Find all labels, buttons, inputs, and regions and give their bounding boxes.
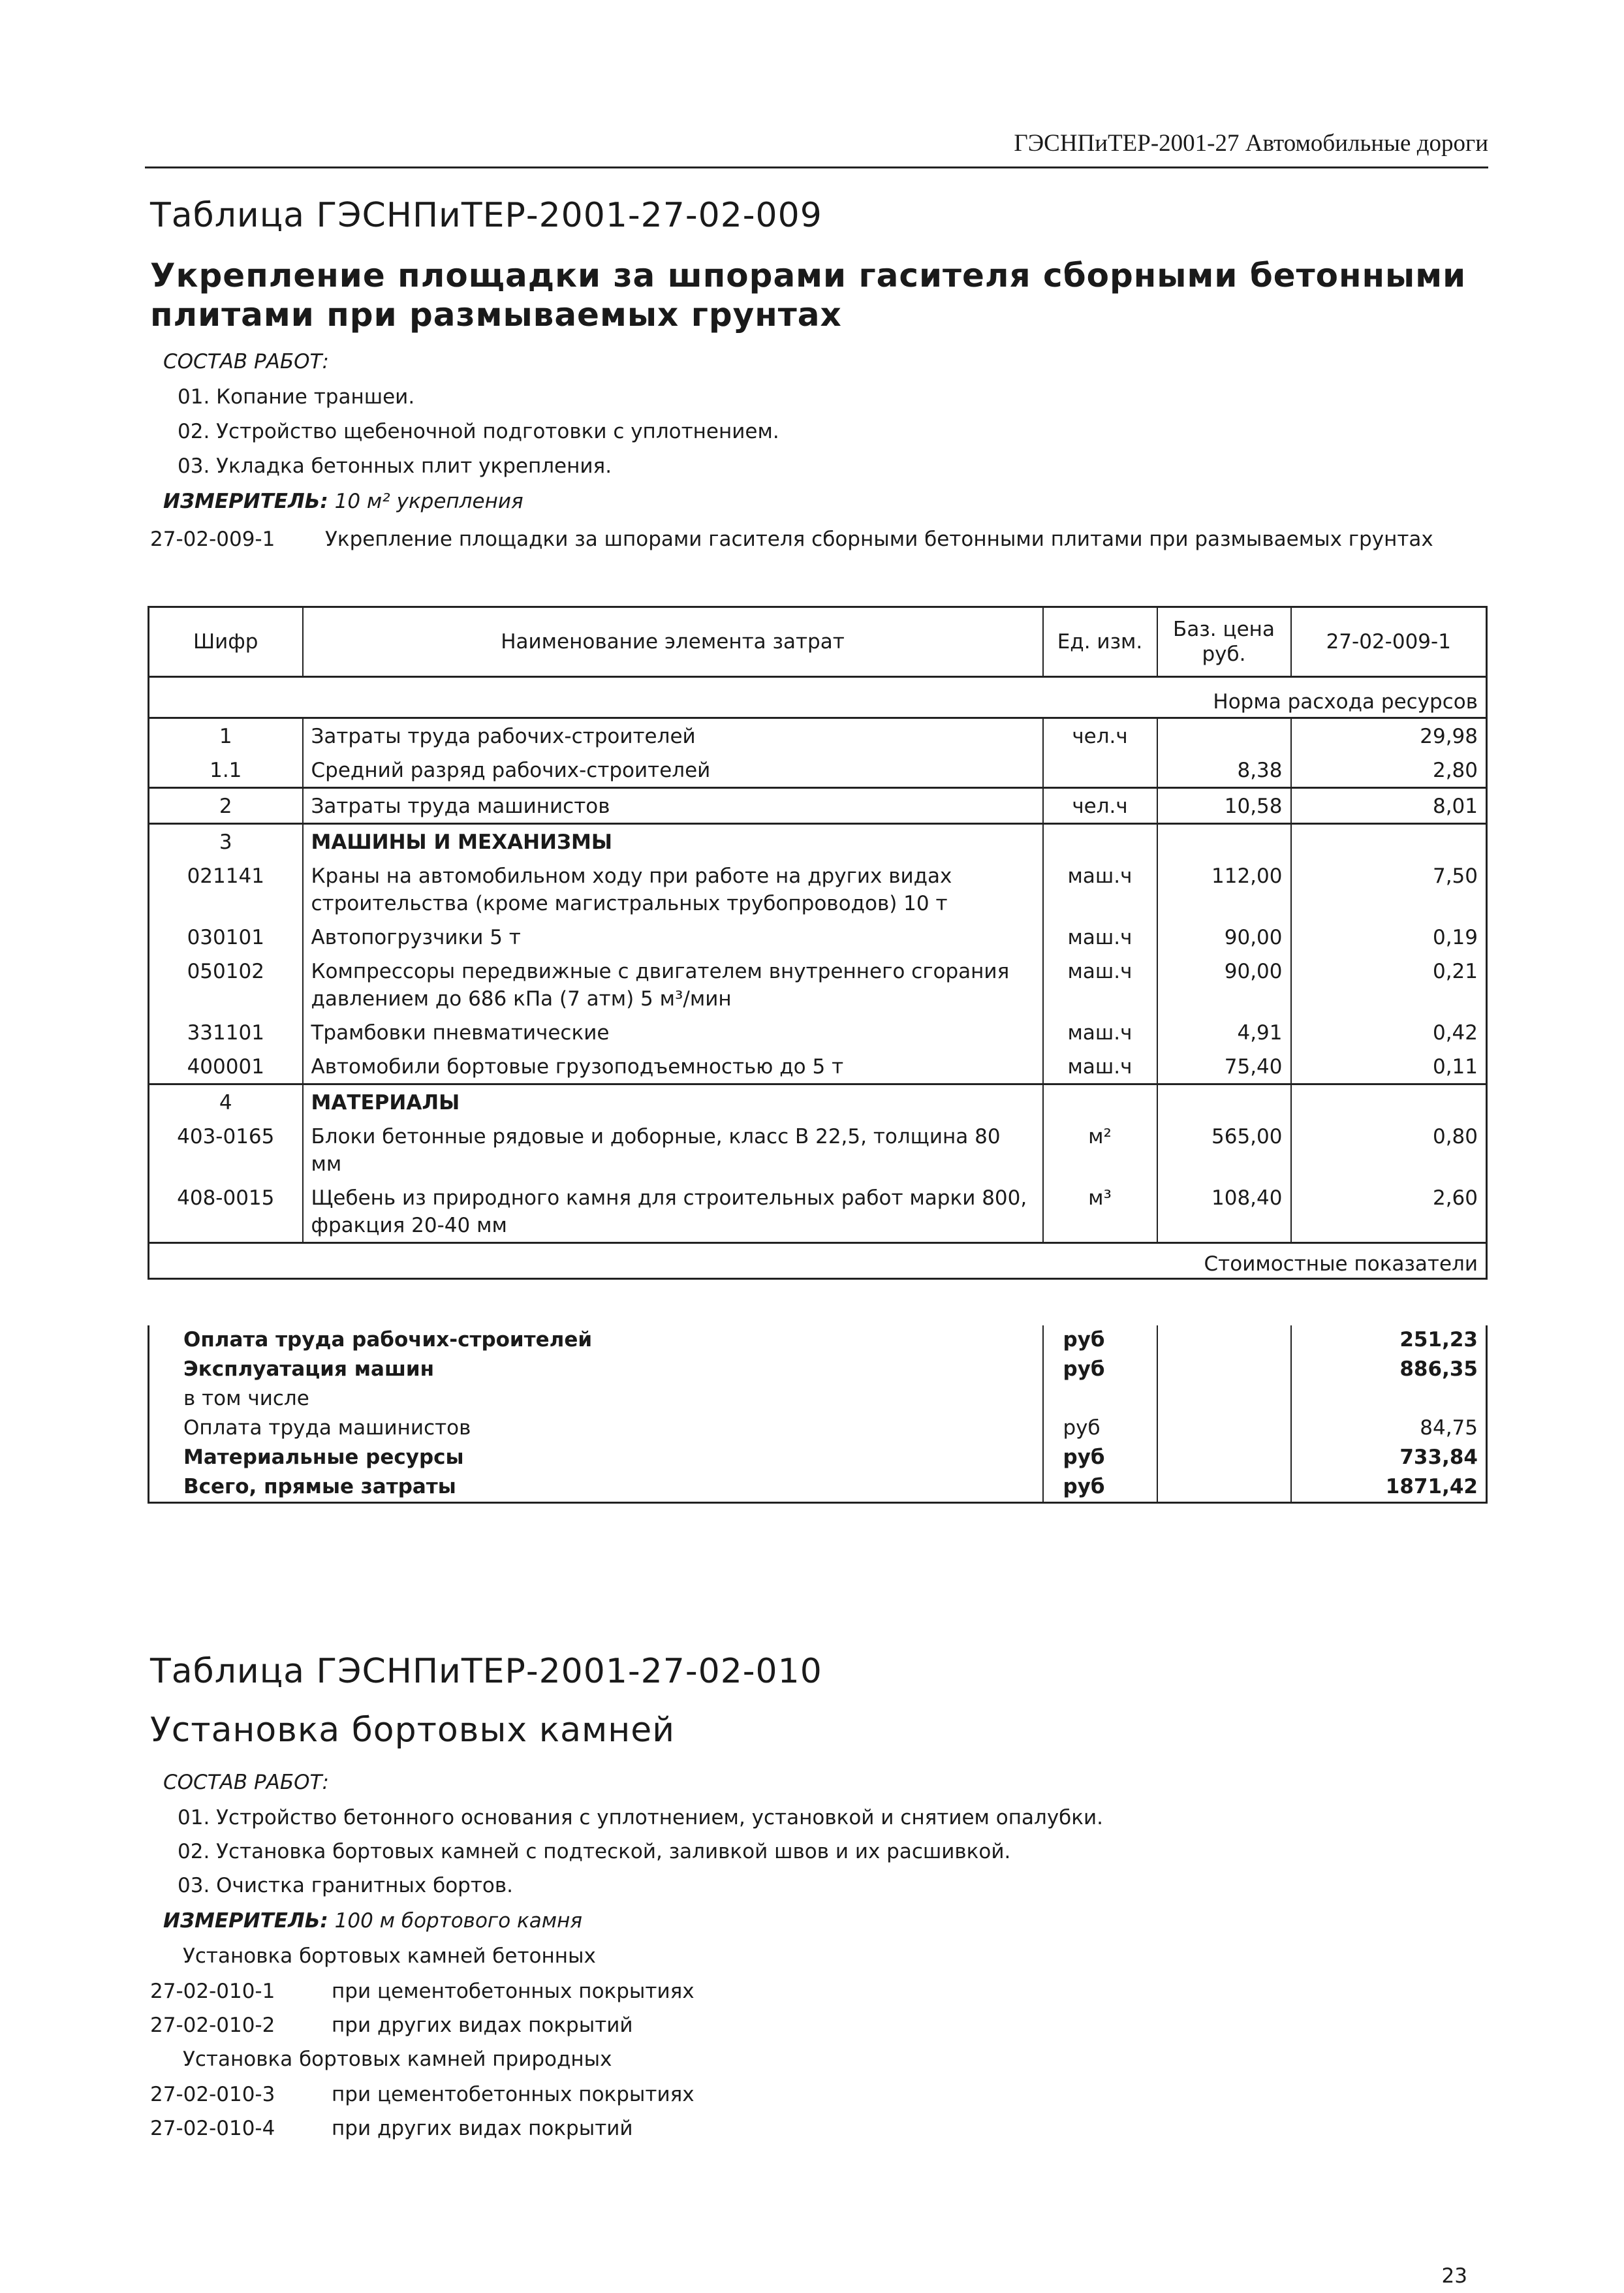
summary-value: 886,35 <box>1291 1355 1487 1384</box>
table2-group-1: Установка бортовых камней бетонных <box>183 1944 596 1968</box>
row-price <box>1157 1084 1291 1120</box>
summary-name: Оплата труда машинистов <box>149 1414 1043 1443</box>
summary-value: 733,84 <box>1291 1443 1487 1472</box>
header-name: Наименование элемента затрат <box>303 607 1043 677</box>
table-row <box>149 788 1487 824</box>
row-name: Щебень из природного камня для строительных работ марки 800, фракция 20-40 мм <box>303 1180 1043 1243</box>
table1-sostav-label: СОСТАВ РАБОТ: <box>163 350 329 373</box>
table1-item-code: 27-02-009-1 <box>150 528 275 551</box>
row-name: МАТЕРИАЛЫ <box>303 1084 1043 1120</box>
row-name: Автопогрузчики 5 т <box>303 920 1043 954</box>
summary-empty <box>1157 1414 1291 1443</box>
row-value: 0,80 <box>1291 1119 1487 1180</box>
table1-work-2: 02. Устройство щебеночной подготовки с уплотнением. <box>178 420 779 443</box>
row-unit: маш.ч <box>1043 920 1157 954</box>
summary-empty <box>1157 1384 1291 1414</box>
table-row <box>149 1049 1487 1084</box>
table-row <box>149 753 1487 788</box>
summary-value <box>1291 1384 1487 1414</box>
summary-row <box>149 1414 1487 1443</box>
summary-name: в том числе <box>149 1384 1043 1414</box>
table2-title: Таблица ГЭСНПиТЕР-2001-27-02-010 <box>150 1652 822 1691</box>
row-price <box>1157 718 1291 753</box>
table-row <box>149 920 1487 954</box>
summary-value: 251,23 <box>1291 1325 1487 1355</box>
summary-row <box>149 1472 1487 1503</box>
row-price: 10,58 <box>1157 788 1291 824</box>
summary-unit: руб <box>1043 1355 1157 1384</box>
page-number: 23 <box>1441 2264 1467 2288</box>
row-name: Средний разряд рабочих-строителей <box>303 753 1043 788</box>
table2-item3-desc: при цементобетонных покрытиях <box>332 2083 695 2106</box>
row-value: 8,01 <box>1291 788 1487 824</box>
row-code: 4 <box>149 1084 303 1120</box>
row-code: 021141 <box>149 859 303 920</box>
row-name: Затраты труда машинистов <box>303 788 1043 824</box>
norm-row <box>149 677 1487 718</box>
row-unit: чел.ч <box>1043 788 1157 824</box>
table2-item2-code: 27-02-010-2 <box>150 2014 275 2037</box>
row-value: 0,11 <box>1291 1049 1487 1084</box>
row-value: 2,60 <box>1291 1180 1487 1243</box>
row-unit: маш.ч <box>1043 859 1157 920</box>
table-row <box>149 859 1487 920</box>
row-price: 4,91 <box>1157 1015 1291 1049</box>
header-code: Шифр <box>149 607 303 677</box>
table2-measure-label: ИЗМЕРИТЕЛЬ: <box>163 1909 328 1933</box>
summary-unit: руб <box>1043 1472 1157 1503</box>
row-unit <box>1043 753 1157 788</box>
summary-unit: руб <box>1043 1325 1157 1355</box>
header-unit: Ед. изм. <box>1043 607 1157 677</box>
row-unit: м² <box>1043 1119 1157 1180</box>
table2-item4-desc: при других видах покрытий <box>332 2117 633 2140</box>
table1-measure-value: 10 м² укрепления <box>334 490 523 513</box>
summary-unit <box>1043 1384 1157 1414</box>
row-price <box>1157 824 1291 859</box>
row-code: 1 <box>149 718 303 753</box>
summary-name: Оплата труда рабочих-строителей <box>149 1325 1043 1355</box>
row-name: МАШИНЫ И МЕХАНИЗМЫ <box>303 824 1043 859</box>
row-unit: м³ <box>1043 1180 1157 1243</box>
table2-item4-code: 27-02-010-4 <box>150 2117 275 2140</box>
row-name: Компрессоры передвижные с двигателем внутреннего сгорания давлением до 686 кПа (7 атм) 5 м³/мин <box>303 954 1043 1015</box>
table1-item-desc: Укрепление площадки за шпорами гасителя сборными бетонными плитами при размываемых грунтах <box>325 528 1433 551</box>
summary-unit: руб <box>1043 1443 1157 1472</box>
row-name: Трамбовки пневматические <box>303 1015 1043 1049</box>
row-price: 75,40 <box>1157 1049 1291 1084</box>
row-code: 2 <box>149 788 303 824</box>
summary-row <box>149 1355 1487 1384</box>
header-rule <box>145 166 1488 168</box>
table2-measure <box>163 1909 582 1933</box>
summary-row <box>149 1384 1487 1414</box>
row-code: 3 <box>149 824 303 859</box>
table2-item1-desc: при цементобетонных покрытиях <box>332 1980 695 2003</box>
table2-work-3: 03. Очистка гранитных бортов. <box>178 1874 513 1897</box>
table-row <box>149 1180 1487 1243</box>
row-name: Затраты труда рабочих-строителей <box>303 718 1043 753</box>
row-value: 2,80 <box>1291 753 1487 788</box>
row-value <box>1291 1084 1487 1120</box>
summary-row <box>149 1325 1487 1355</box>
cost-label: Стоимостные показатели <box>149 1243 1487 1279</box>
row-value <box>1291 824 1487 859</box>
table1-measure <box>163 490 523 513</box>
table1-work-1: 01. Копание траншеи. <box>178 385 415 409</box>
header-col: 27-02-009-1 <box>1291 607 1487 677</box>
row-price: 90,00 <box>1157 920 1291 954</box>
summary-name: Всего, прямые затраты <box>149 1472 1043 1503</box>
row-value: 0,19 <box>1291 920 1487 954</box>
table2-work-1: 01. Устройство бетонного основания с уплотнением, установкой и снятием опалубки. <box>178 1806 1104 1829</box>
row-value: 7,50 <box>1291 859 1487 920</box>
table-header-row <box>149 607 1487 677</box>
row-price: 90,00 <box>1157 954 1291 1015</box>
table1-work-3: 03. Укладка бетонных плит укрепления. <box>178 454 612 478</box>
row-unit <box>1043 824 1157 859</box>
row-value: 0,42 <box>1291 1015 1487 1049</box>
row-code: 050102 <box>149 954 303 1015</box>
row-unit: чел.ч <box>1043 718 1157 753</box>
row-unit <box>1043 1084 1157 1120</box>
table-row <box>149 1015 1487 1049</box>
cost-row <box>149 1243 1487 1279</box>
row-price: 565,00 <box>1157 1119 1291 1180</box>
row-unit: маш.ч <box>1043 1049 1157 1084</box>
table2-item3-code: 27-02-010-3 <box>150 2083 275 2106</box>
table2-work-2: 02. Установка бортовых камней с подтеской, заливкой швов и их расшивкой. <box>178 1840 1011 1863</box>
row-code: 400001 <box>149 1049 303 1084</box>
row-value: 0,21 <box>1291 954 1487 1015</box>
resource-table <box>148 606 1488 1280</box>
summary-empty <box>1157 1472 1291 1503</box>
summary-empty <box>1157 1325 1291 1355</box>
row-unit: маш.ч <box>1043 954 1157 1015</box>
summary-name: Эксплуатация машин <box>149 1355 1043 1384</box>
row-code: 403-0165 <box>149 1119 303 1180</box>
table2-sostav-label: СОСТАВ РАБОТ: <box>163 1771 329 1794</box>
table2-measure-value: 100 м бортового камня <box>334 1909 583 1933</box>
summary-empty <box>1157 1355 1291 1384</box>
summary-name: Материальные ресурсы <box>149 1443 1043 1472</box>
table-row <box>149 718 1487 753</box>
table-row <box>149 824 1487 859</box>
table1-subtitle: Укрепление площадки за шпорами гасителя сборными бетонными плитами при размываемых грунтах <box>150 257 1467 334</box>
row-price: 8,38 <box>1157 753 1291 788</box>
table-row <box>149 1119 1487 1180</box>
summary-value: 84,75 <box>1291 1414 1487 1443</box>
row-name: Автомобили бортовые грузоподъемностью до 5 т <box>303 1049 1043 1084</box>
row-price: 112,00 <box>1157 859 1291 920</box>
table2-subtitle: Установка бортовых камней <box>150 1711 675 1750</box>
running-header: ГЭСНПиТЕР-2001-27 Автомобильные дороги <box>1014 130 1488 157</box>
row-code: 408-0015 <box>149 1180 303 1243</box>
row-price: 108,40 <box>1157 1180 1291 1243</box>
row-code: 1.1 <box>149 753 303 788</box>
table1-title: Таблица ГЭСНПиТЕР-2001-27-02-009 <box>150 196 822 235</box>
summary-empty <box>1157 1443 1291 1472</box>
summary-unit: руб <box>1043 1414 1157 1443</box>
table2-group-2: Установка бортовых камней природных <box>183 2048 612 2071</box>
row-code: 030101 <box>149 920 303 954</box>
row-code: 331101 <box>149 1015 303 1049</box>
table1-measure-label: ИЗМЕРИТЕЛЬ: <box>163 490 328 513</box>
row-unit: маш.ч <box>1043 1015 1157 1049</box>
norm-label: Норма расхода ресурсов <box>149 677 1487 718</box>
summary-table <box>148 1325 1488 1504</box>
table-row <box>149 1084 1487 1120</box>
table2-item1-code: 27-02-010-1 <box>150 1980 275 2003</box>
table2-item2-desc: при других видах покрытий <box>332 2014 633 2037</box>
row-name: Блоки бетонные рядовые и доборные, класс В 22,5, толщина 80 мм <box>303 1119 1043 1180</box>
row-value: 29,98 <box>1291 718 1487 753</box>
header-price: Баз. цена руб. <box>1157 607 1291 677</box>
table-row <box>149 954 1487 1015</box>
summary-row <box>149 1443 1487 1472</box>
summary-value: 1871,42 <box>1291 1472 1487 1503</box>
row-name: Краны на автомобильном ходу при работе на других видах строительства (кроме магистральных трубопроводов) 10 т <box>303 859 1043 920</box>
